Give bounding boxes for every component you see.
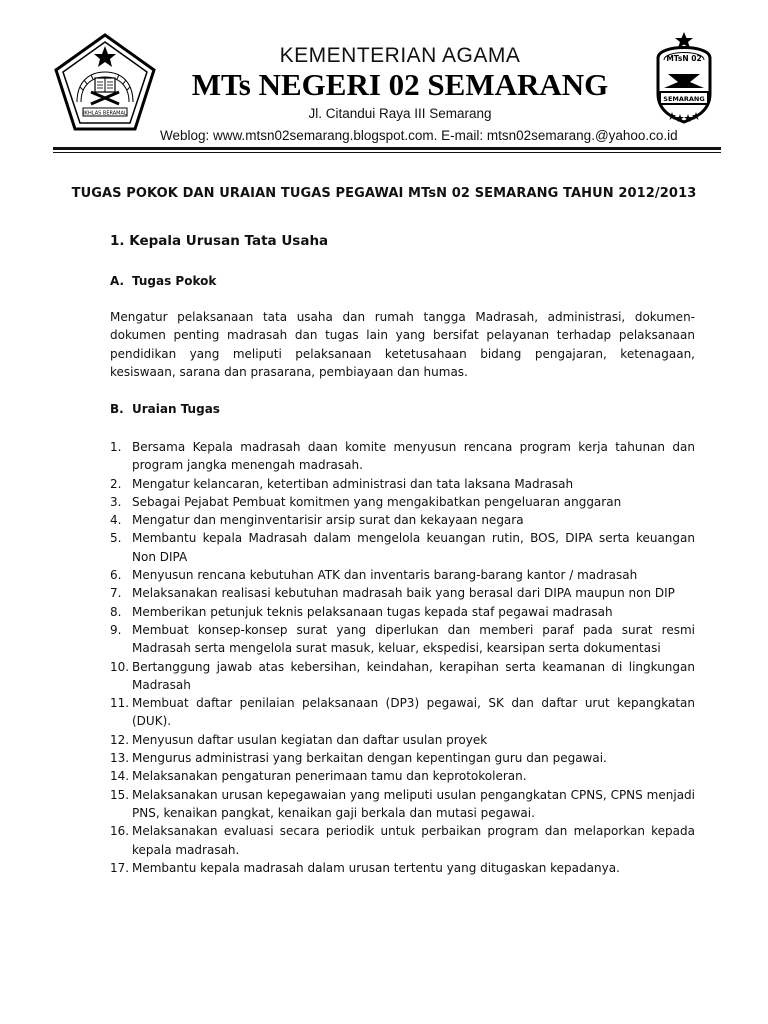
list-item-number: 16.	[110, 824, 130, 839]
list-item-number: 15.	[110, 787, 130, 802]
list-item-text: Mengatur dan menginventarisir arsip surat dan kekayaan negara	[132, 513, 524, 528]
list-item-text: Bertanggung jawab atas kebersihan, keindahan, kerapihan serta keamanan di lingkungan Madrasah	[132, 659, 695, 692]
list-item	[110, 786, 695, 823]
section-heading: 1. Kepala Urusan Tata Usaha	[110, 233, 329, 249]
list-item-number: 3.	[110, 494, 122, 509]
list-item-number: 10.	[110, 659, 130, 674]
document-title: TUGAS POKOK DAN URAIAN TUGAS PEGAWAI MTsN 02 SEMARANG TAHUN 2012/2013	[71, 186, 697, 201]
list-item-number: 4.	[110, 513, 122, 528]
list-item	[110, 658, 695, 695]
list-item	[110, 621, 695, 658]
list-item	[110, 749, 695, 767]
list-item	[110, 767, 695, 785]
list-item-text: Membantu kepala madrasah dalam urusan tertentu yang ditugaskan kepadanya.	[132, 860, 620, 875]
school-name: MTs NEGERI 02 SEMARANG	[191, 67, 609, 102]
letterhead-rule-thick	[53, 147, 721, 150]
list-item	[110, 603, 695, 621]
list-item	[110, 511, 695, 529]
subheading-letter: B.	[110, 402, 124, 416]
list-item-text: Membuat daftar penilaian pelaksanaan (DP3) pegawai, SK dan daftar urut kepangkatan (DUK).	[132, 696, 695, 729]
subheading-uraian-tugas	[110, 402, 220, 416]
ministry-name: KEMENTERIAN AGAMA	[279, 44, 521, 67]
list-item	[110, 438, 695, 475]
list-item-number: 2.	[110, 476, 122, 491]
list-item-text: Melaksanakan evaluasi secara periodik untuk perbaikan program dan melaporkan kepada kepala madrasah.	[132, 824, 695, 857]
list-item	[110, 493, 695, 511]
subheading-label: Tugas Pokok	[132, 274, 217, 288]
list-item-number: 9.	[110, 622, 122, 637]
list-item-text: Memberikan petunjuk teknis pelaksanaan tugas kepada staf pegawai madrasah	[132, 604, 613, 619]
list-item-number: 5.	[110, 531, 122, 546]
list-item	[110, 822, 695, 859]
letterhead-rule-thin	[53, 152, 721, 153]
list-item-text: Membuat konsep-konsep surat yang diperlukan dan memberi paraf pada surat resmi Madrasah serta mengelola surat masuk, keluar, ekspedisi, kearsipan serta dokumentasi	[132, 622, 695, 656]
list-item-number: 13.	[110, 751, 130, 766]
subheading-label: Uraian Tugas	[132, 402, 220, 416]
list-item-text: Melaksanakan realisasi kebutuhan madrasah baik yang berasal dari DIPA maupun non DIP	[132, 586, 675, 601]
list-item	[110, 529, 695, 566]
emblem-top-text: MTsN 02	[666, 54, 702, 63]
tugas-pokok-paragraph: Mengatur pelaksanaan tata usaha dan rumah tangga Madrasah, administrasi, dokumen-dokumen penting madrasah dan tugas lain yang bersifat pelayanan terhadap pelaksanaan pendidikan yang meliputi pelaksanaan ketetusahaan bidang pengajaran, ketenagaan, kesiswaan, sarana dan prasarana, pembiayaan dan humas.	[110, 310, 695, 379]
list-item-number: 7.	[110, 586, 122, 601]
school-address: Jl. Citandui Raya III Semarang	[308, 106, 492, 121]
list-item-number: 6.	[110, 568, 122, 583]
list-item-text: Mengurus administrasi yang berkaitan dengan kepentingan guru dan pegawai.	[132, 751, 607, 766]
list-item-number: 11.	[110, 696, 130, 711]
list-item	[110, 694, 695, 731]
emblem-bottom-text: SEMARANG	[663, 95, 705, 103]
list-item-number: 17.	[110, 860, 130, 875]
list-item-text: Mengatur kelancaran, ketertiban administrasi dan tata laksana Madrasah	[132, 476, 574, 491]
letterhead-text	[150, 44, 650, 122]
list-item-text: Melaksanakan pengaturan penerimaan tamu dan keprotokoleran.	[132, 769, 527, 784]
list-item-number: 14.	[110, 769, 130, 784]
list-item-number: 12.	[110, 732, 130, 747]
list-item-text: Membantu kepala Madrasah dalam mengelola keuangan rutin, BOS, DIPA serta keuangan Non DIPA	[132, 531, 695, 564]
list-item-text: Melaksanakan urusan kepegawaian yang meliputi usulan pengangkatan CPNS, CPNS menjadi PNS, kenaikan pangkat, kenaikan gaji berkala dan mutasi pegawai.	[132, 787, 695, 820]
emblem-ribbon-text: IKHLAS BERAMAL	[83, 110, 127, 117]
subheading-tugas-pokok	[110, 274, 216, 288]
list-item-number: 1.	[110, 440, 122, 454]
list-item	[110, 566, 695, 584]
ministry-emblem-icon	[53, 32, 157, 132]
list-item	[110, 584, 695, 602]
list-item-text: Menyusun rencana kebutuhan ATK dan inventaris barang-barang kantor / madrasah	[132, 568, 638, 583]
list-item-text: Bersama Kepala madrasah daan komite menyusun rencana program kerja tahunan dan program jangka menengah madrasah.	[132, 440, 695, 473]
duty-list	[110, 438, 695, 877]
list-item	[110, 475, 695, 493]
school-contact: Weblog: www.mtsn02semarang.blogspot.com. E-mail: mtsn02semarang.@yahoo.co.id	[160, 128, 678, 143]
list-item-text: Sebagai Pejabat Pembuat komitmen yang mengakibatkan pengeluaran anggaran	[132, 494, 622, 509]
list-item	[110, 731, 695, 749]
list-item	[110, 859, 695, 877]
subheading-letter: A.	[110, 274, 125, 288]
list-item-number: 8.	[110, 604, 122, 619]
list-item-text: Menyusun daftar usulan kegiatan dan daftar usulan proyek	[132, 732, 488, 747]
school-emblem-icon	[646, 30, 722, 128]
